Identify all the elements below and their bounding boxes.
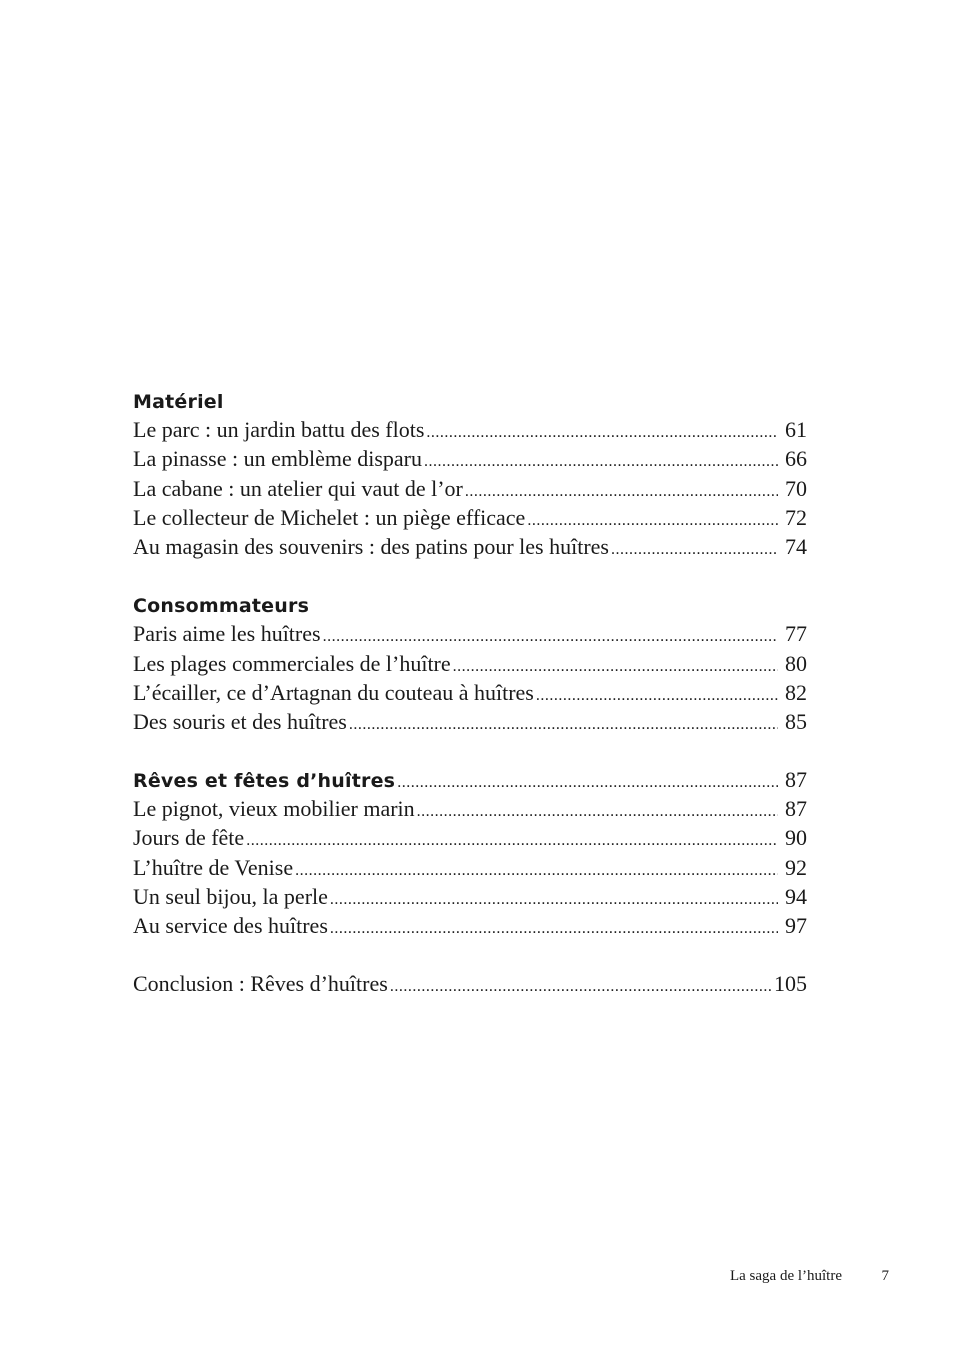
toc-entry [133,707,807,736]
entry-page: 82 [785,679,807,705]
entry-title: Paris aime les huîtres [133,621,321,647]
dot-leader [246,826,778,852]
dot-leader [295,856,778,882]
entry-page: 61 [785,417,807,443]
page-number: 7 [881,1268,889,1284]
entry-page: 74 [785,533,807,559]
entry-page: 80 [785,650,807,676]
entry-page: 94 [785,883,807,909]
toc-entry [133,794,807,823]
dot-leader [323,622,778,648]
toc-entry [133,619,807,648]
toc-heading-entry [133,765,807,794]
toc-entry [133,503,807,532]
dot-leader [426,418,778,444]
entry-page: 70 [785,475,807,501]
dot-leader [465,477,778,503]
toc-entry [133,969,807,998]
table-of-contents [133,386,807,998]
entry-page: 87 [785,767,807,793]
entry-title: Les plages commerciales de l’huître [133,650,451,676]
dot-leader [424,447,778,473]
entry-title: La pinasse : un emblème disparu [133,446,422,472]
toc-entry [133,415,807,444]
entry-title: L’huître de Venise [133,854,294,880]
entry-title: Des souris et des huîtres [133,708,347,734]
section-heading: Matériel [133,391,224,413]
dot-leader [527,506,778,532]
entry-page: 66 [785,446,807,472]
dot-leader [536,681,778,707]
entry-title: Un seul bijou, la perle [133,883,328,909]
dot-leader [397,768,778,794]
entry-title: Le collecteur de Michelet : un piège efficace [133,504,526,530]
entry-title: Le parc : un jardin battu des flots [133,417,425,443]
entry-page: 92 [785,854,807,880]
entry-page: 90 [785,825,807,851]
toc-entry [133,853,807,882]
toc-entry [133,882,807,911]
toc-section-conclusion [133,969,807,998]
running-title: La saga de l’huître [729,1268,842,1284]
toc-entry [133,532,807,561]
entry-title: Au service des huîtres [133,913,328,938]
dot-leader [330,914,778,940]
entry-page: 77 [785,621,807,647]
section-heading: Consommateurs [133,595,310,618]
entry-page: 97 [785,913,807,938]
toc-section-reves [133,765,807,940]
dot-leader [611,535,778,561]
entry-page: 85 [785,708,807,734]
toc-section-consommateurs [133,590,807,736]
toc-entry [133,649,807,678]
dot-leader [417,797,778,823]
toc-entry [133,823,807,852]
entry-title: La cabane : un atelier qui vaut de l’or [133,475,463,501]
entry-page: 105 [774,971,807,997]
toc-section-materiel [133,386,807,561]
toc-entry [133,474,807,503]
toc-entry [133,911,807,940]
entry-title: L’écailler, ce d’Artagnan du couteau à huîtres [133,679,534,705]
entry-page: 72 [785,504,807,530]
entry-title: Le pignot, vieux mobilier marin [133,796,415,822]
dot-leader [349,710,778,736]
toc-entry [133,444,807,473]
toc-entry [133,678,807,707]
entry-title: Au magasin des souvenirs : des patins pour les huîtres [133,533,609,559]
dot-leader [330,885,778,911]
section-heading: Rêves et fêtes d’huîtres [133,770,396,793]
entry-page: 87 [785,796,807,822]
entry-title: Conclusion : Rêves d’huîtres [133,971,388,997]
dot-leader [390,972,771,998]
entry-title: Jours de fête [133,825,245,851]
dot-leader [453,652,778,678]
